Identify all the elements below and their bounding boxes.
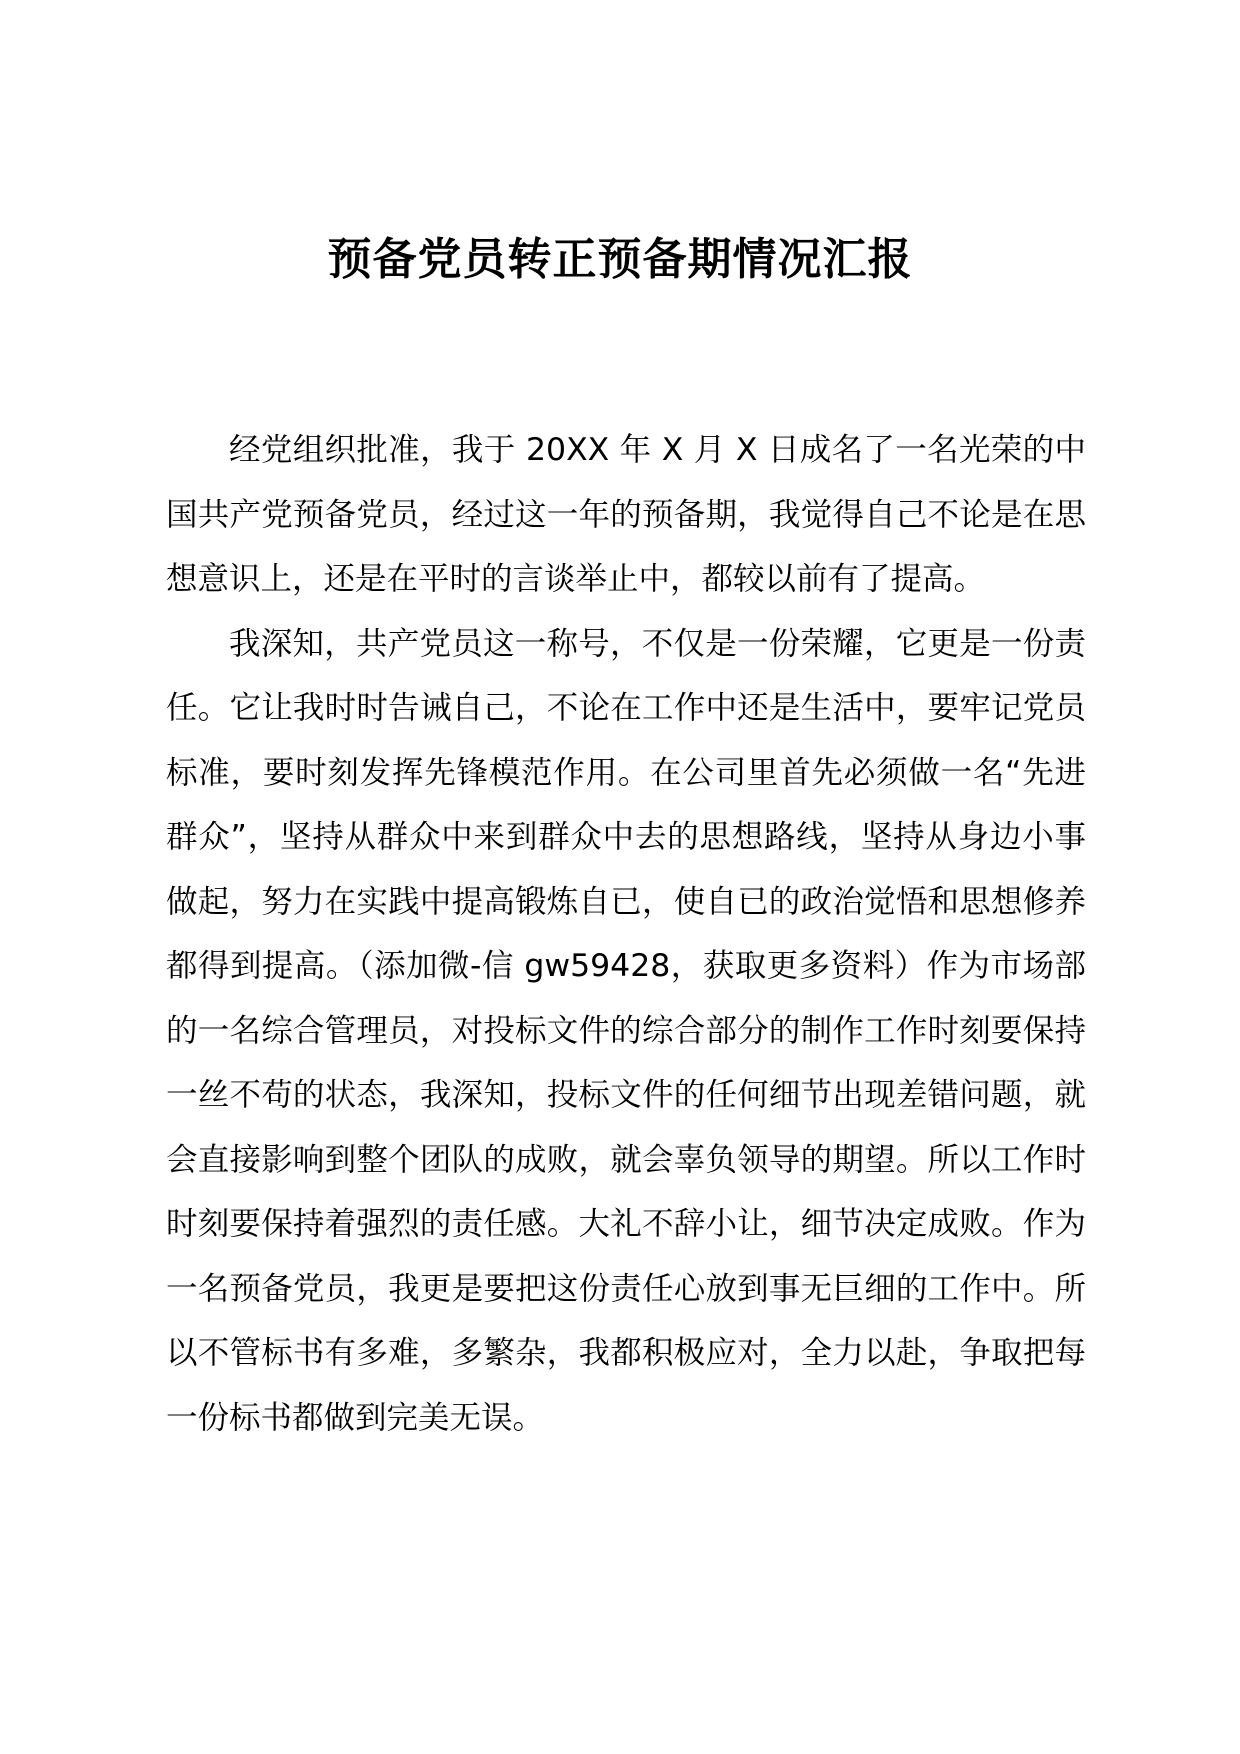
paragraph-1: 经党组织批准，我于 20XX 年 X 月 X 日成名了一名光荣的中国共产党预备党员，经过这一年的预备期，我觉得自己不论是在思想意识上，还是在平时的言谈举止中，都较以前有了提高。 <box>166 432 1086 597</box>
document-title: 预备党员转正预备期情况汇报 <box>327 234 913 285</box>
document-body <box>166 418 1086 1450</box>
paragraph-2: 我深知，共产党员这一称号，不仅是一份荣耀，它更是一份责任。它让我时时告诫自己，不论在工作中还是生活中，要牢记党员标准，要时刻发挥先锋模范作用。在公司里首先必须做一名“先进群众”，坚持从群众中来到群众中去的思想路线，坚持从身边小事做起，努力在实践中提高锻炼自已，使自已的政治觉悟和思想修养都得到提高。（添加微-信 gw59428，获取更多资料）作为市场部的一名综合管理员，对投标文件的综合部分的制作工作时刻要保持一丝不苟的状态，我深知，投标文件的任何细节出现差错问题，就会直接影响到整个团队的成败，就会辜负领导的期望。所以工作时时刻要保持着强烈的责任感。大礼不辞小让，细节决定成败。作为一名预备党员，我更是要把这份责任心放到事无巨细的工作中。所以不管标书有多难，多繁杂，我都积极应对，全力以赴，争取把每一份标书都做到完美无误。 <box>166 625 1086 1436</box>
